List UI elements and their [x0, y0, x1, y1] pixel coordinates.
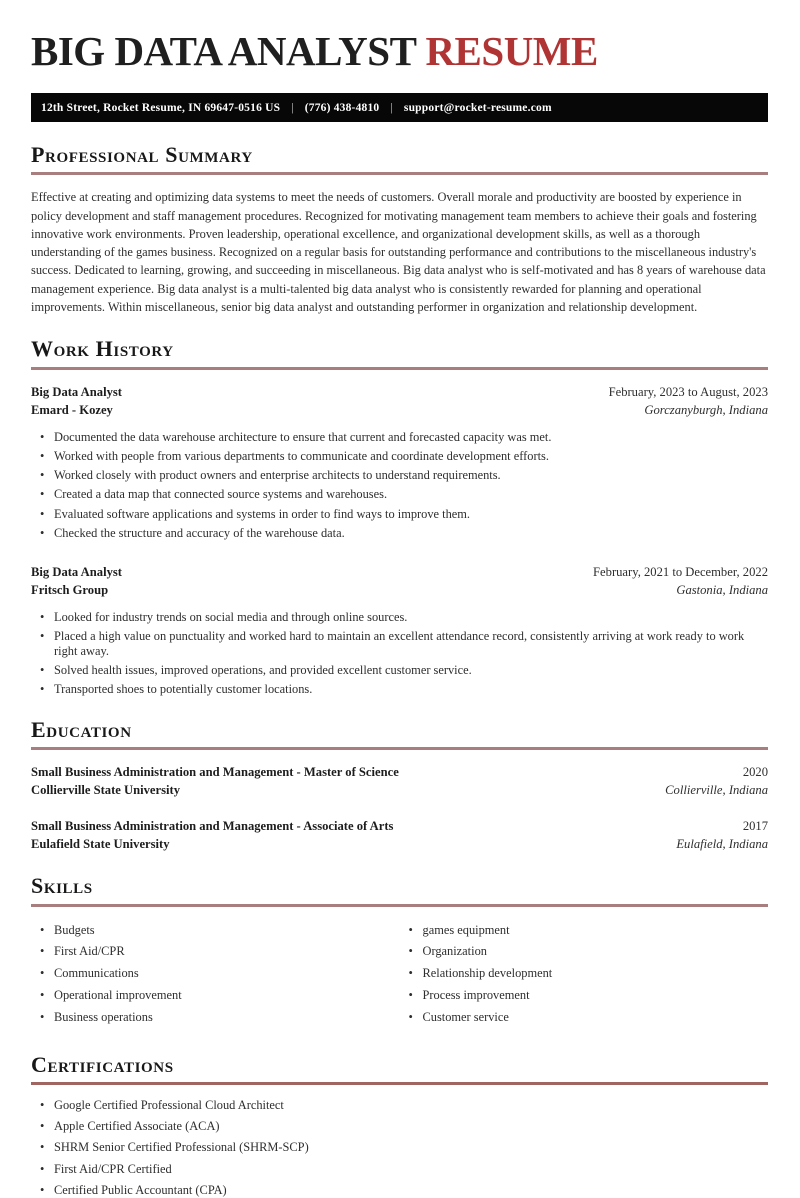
education-school-row — [31, 781, 768, 799]
skill-item: • Communications — [40, 966, 400, 981]
skill-item: • Organization — [409, 944, 769, 959]
contact-phone: (776) 438-4810 — [304, 102, 380, 115]
job-location: Gorczanyburgh, Indiana — [644, 402, 768, 417]
skill-item: • Process improvement — [409, 988, 769, 1003]
title-accent: RESUME — [425, 28, 598, 74]
page-title — [31, 30, 768, 73]
job-title-row — [31, 383, 768, 401]
skill-item: • games equipment — [409, 923, 769, 938]
bullet-item: • Created a data map that connected source systems and warehouses. — [40, 487, 768, 502]
skill-item: • Operational improvement — [40, 988, 400, 1003]
section-heading-certifications: Certifications — [31, 1051, 174, 1077]
skills-columns — [31, 920, 768, 1032]
bullet-item: • Evaluated software applications and systems in order to find ways to improve them. — [40, 507, 768, 522]
job-employer-row — [31, 581, 768, 599]
job-dates: February, 2023 to August, 2023 — [608, 384, 768, 399]
job-bullet-list — [31, 430, 768, 541]
section-rule — [31, 747, 768, 750]
education-degree: Small Business Administration and Management - Associate of Arts — [31, 819, 394, 834]
bullet-item: • Worked closely with product owners and enterprise architects to understand requirements. — [40, 468, 768, 483]
section-skills — [31, 874, 768, 1031]
skill-item: • Customer service — [409, 1010, 769, 1025]
education-degree-row — [31, 817, 768, 835]
education-school-row — [31, 835, 768, 853]
section-heading-summary: Professional Summary — [31, 142, 253, 168]
skill-item: • Budgets — [40, 923, 400, 938]
education-degree-row — [31, 763, 768, 781]
skills-column-left — [31, 923, 400, 1032]
section-heading-education: Education — [31, 717, 132, 743]
contact-separator: | — [291, 102, 294, 115]
section-rule — [31, 172, 768, 175]
education-school: Eulafield State University — [31, 837, 170, 852]
section-professional-summary — [31, 143, 768, 316]
education-school: Collierville State University — [31, 783, 180, 798]
bullet-item: • Documented the data warehouse architecture to ensure that current and forecasted capacity was met. — [40, 430, 768, 445]
job-entry — [31, 383, 768, 541]
skills-column-right — [400, 923, 769, 1032]
contact-address: 12th Street, Rocket Resume, IN 69647-0516 US — [41, 102, 281, 115]
job-employer-row — [31, 401, 768, 419]
certifications-list — [31, 1098, 768, 1198]
bullet-item: • Solved health issues, improved operations, and provided excellent customer service. — [40, 663, 768, 678]
bullet-item: • Placed a high value on punctuality and worked hard to maintain an excellent attendance record, consistently arriving at work ready to work right away. — [40, 629, 768, 659]
section-education — [31, 718, 768, 853]
certification-item: • Google Certified Professional Cloud Architect — [40, 1098, 768, 1113]
section-certifications — [31, 1053, 768, 1198]
education-entry — [31, 817, 768, 853]
certification-item: • First Aid/CPR Certified — [40, 1162, 768, 1177]
contact-separator: | — [390, 102, 393, 115]
education-degree: Small Business Administration and Management - Master of Science — [31, 765, 399, 780]
certification-item: • Apple Certified Associate (ACA) — [40, 1119, 768, 1134]
job-title: Big Data Analyst — [31, 564, 122, 579]
summary-paragraph: Effective at creating and optimizing data systems to meet the needs of customers. Overall morale and productivity are boosted by experience in policy development and staff management procedures. Recognized for motivating management team members to achieve their goals and fostering innovative work environments. Proven leadership, operational excellence, and organizational development skills, as well as a thorough understanding of the games business. Recognized on a regular basis for outstanding performance and contributions to the miscellaneous industry's success. Dedicated to learning, growing, and succeeding in miscellaneous. Big data analyst who is self-motivated and has 8 years of warehouse data management experience. Big data analyst is a multi-talented big data analyst who is consistently rewarded for planning and operational improvements. Within miscellaneous, senior big data analyst and outstanding performer in organization and relationship development. — [31, 190, 766, 315]
skill-item: • First Aid/CPR — [40, 944, 400, 959]
job-dates: February, 2021 to December, 2022 — [593, 564, 768, 579]
section-rule — [31, 367, 768, 370]
job-employer: Emard - Kozey — [31, 402, 113, 417]
job-bullet-list — [31, 610, 768, 697]
education-year: 2020 — [742, 765, 768, 780]
section-rule — [31, 1082, 768, 1085]
job-title-row — [31, 563, 768, 581]
section-work-history — [31, 337, 768, 697]
education-location: Collierville, Indiana — [665, 783, 768, 798]
title-main: BIG DATA ANALYST — [31, 28, 416, 74]
bullet-item: • Checked the structure and accuracy of the warehouse data. — [40, 526, 768, 541]
education-entry — [31, 763, 768, 799]
bullet-item: • Looked for industry trends on social media and through online sources. — [40, 610, 768, 625]
certification-item: • Certified Public Accountant (CPA) — [40, 1183, 768, 1198]
section-rule — [31, 904, 768, 907]
job-entry — [31, 563, 768, 697]
skill-item: • Relationship development — [409, 966, 769, 981]
job-title: Big Data Analyst — [31, 384, 122, 399]
education-year: 2017 — [742, 819, 768, 834]
section-heading-skills: Skills — [31, 873, 93, 899]
certification-item: • SHRM Senior Certified Professional (SHRM-SCP) — [40, 1140, 768, 1155]
job-employer: Fritsch Group — [31, 582, 109, 597]
skill-item: • Business operations — [40, 1010, 400, 1025]
education-location: Eulafield, Indiana — [676, 837, 768, 852]
contact-bar — [31, 93, 768, 122]
bullet-item: • Transported shoes to potentially customer locations. — [40, 682, 768, 697]
contact-email: support@rocket-resume.com — [403, 102, 552, 115]
job-location: Gastonia, Indiana — [676, 582, 768, 597]
section-heading-work-history: Work History — [31, 336, 174, 362]
bullet-item: • Worked with people from various departments to communicate and coordinate development efforts. — [40, 449, 768, 464]
